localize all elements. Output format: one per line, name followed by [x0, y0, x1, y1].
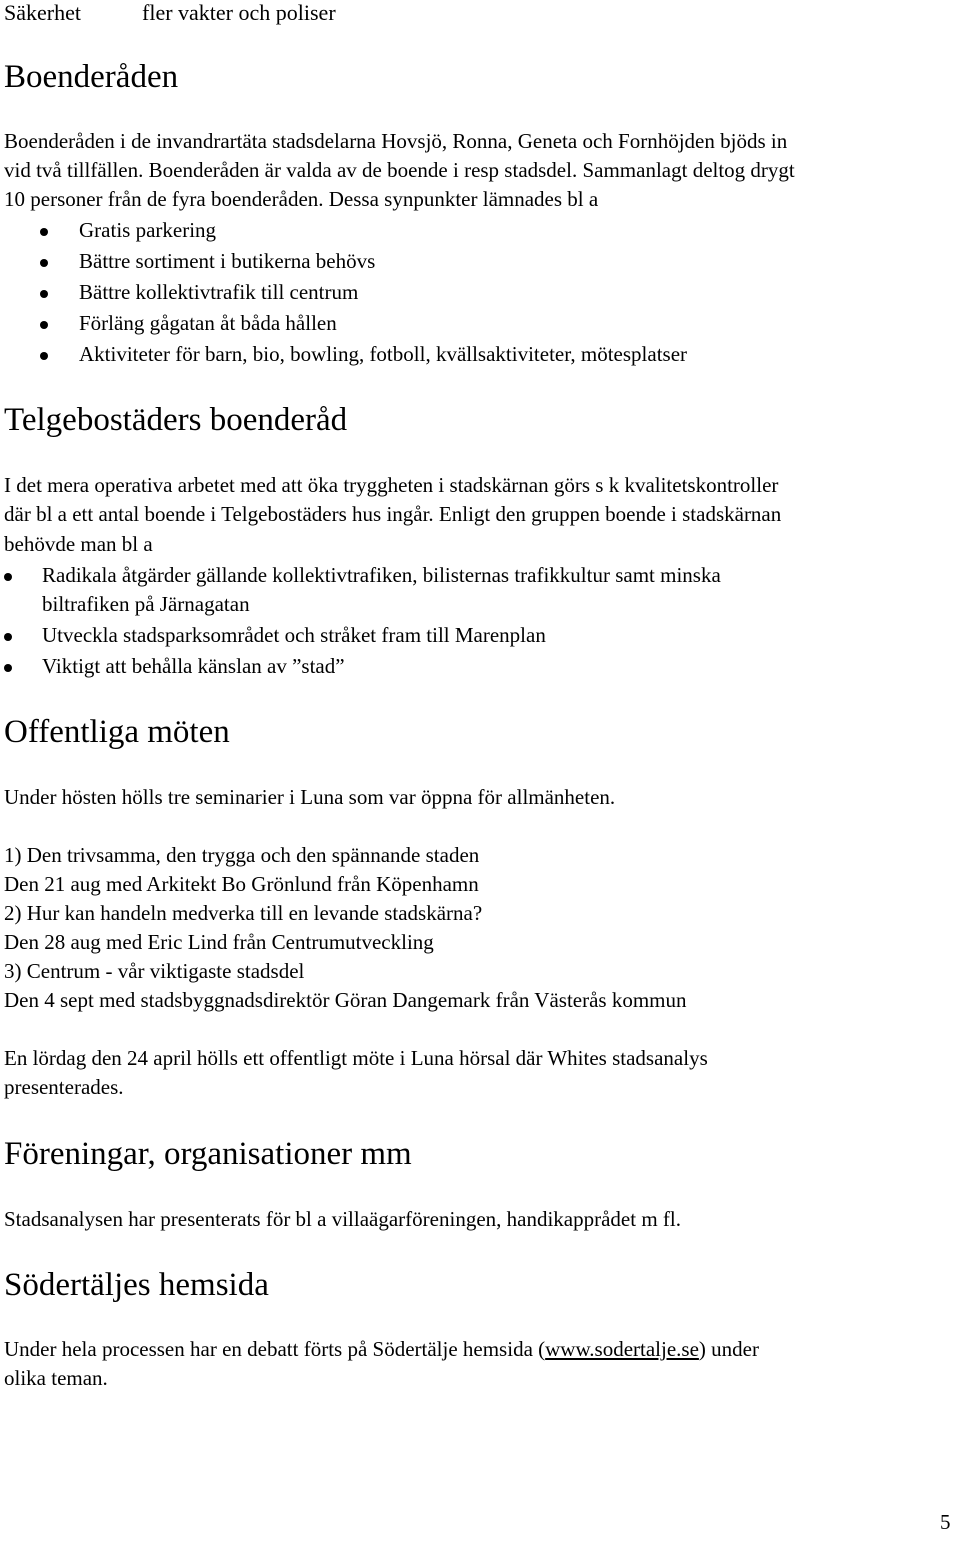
- bullet-icon: [40, 321, 48, 329]
- list-item-continuation: biltrafiken på Järnagatan: [42, 592, 250, 616]
- boenderaden-para-line-1: Boenderåden i de invandrartäta stadsdelarna Hovsjö, Ronna, Geneta och Fornhöjden bjöds in: [4, 129, 788, 153]
- list-item: Gratis parkering: [79, 218, 217, 242]
- telge-para-line-2: där bl a ett antal boende i Telgebostäders hus ingår. Enligt den gruppen boende i stadskärnan: [4, 502, 782, 526]
- sodertalje-link[interactable]: www.sodertalje.se: [545, 1337, 699, 1361]
- section-heading-foreningar: Föreningar, organisationer mm: [4, 1136, 412, 1172]
- list-item: Bättre sortiment i butikerna behövs: [79, 249, 376, 273]
- section-heading-boenderaden: Boenderåden: [4, 59, 179, 95]
- bullet-icon: [40, 352, 48, 360]
- bullet-icon: [40, 290, 48, 298]
- hemsida-text-before: Under hela processen har en debatt förts på Södertälje hemsida (: [4, 1337, 546, 1361]
- bullet-icon: [40, 228, 48, 236]
- moten-closing-line-1: En lördag den 24 april hölls ett offentligt möte i Luna hörsal där Whites stadsanalys: [4, 1046, 708, 1070]
- boenderaden-para-line-2: vid två tillfällen. Boenderåden är valda av de boende i resp stadsdel. Sammanlagt deltog drygt: [4, 158, 795, 182]
- section-heading-hemsida: Södertäljes hemsida: [4, 1267, 269, 1303]
- list-item: Förläng gågatan åt båda hållen: [79, 311, 337, 335]
- bullet-icon: [4, 573, 12, 581]
- telge-para-line-3: behövde man bl a: [4, 532, 153, 556]
- hemsida-text-after: ) under: [698, 1337, 759, 1361]
- telge-para-line-1: I det mera operativa arbetet med att öka tryggheten i stadskärnan görs s k kvalitetskontroller: [4, 473, 779, 497]
- section-heading-telgebostader: Telgebostäders boenderåd: [4, 402, 348, 438]
- list-item: Viktigt att behålla känslan av ”stad”: [42, 654, 345, 678]
- moten-closing-line-2: presenterades.: [4, 1075, 124, 1099]
- boenderaden-para-line-3: 10 personer från de fyra boenderåden. Dessa synpunkter lämnades bl a: [4, 187, 599, 211]
- hemsida-line-2: olika teman.: [4, 1366, 108, 1390]
- bullet-icon: [4, 633, 12, 641]
- header-category: Säkerhet: [4, 0, 81, 25]
- seminar-line: 3) Centrum - vår viktigaste stadsdel: [4, 959, 305, 983]
- page-number: 5: [940, 1510, 951, 1534]
- header-topic: fler vakter och poliser: [142, 0, 336, 25]
- seminar-line: Den 21 aug med Arkitekt Bo Grönlund från Köpenhamn: [4, 872, 479, 896]
- seminar-line: 2) Hur kan handeln medverka till en levande stadskärna?: [4, 901, 483, 925]
- section-heading-offentliga-moten: Offentliga möten: [4, 714, 230, 750]
- list-item: Aktiviteter för barn, bio, bowling, fotboll, kvällsaktiviteter, mötesplatser: [79, 342, 688, 366]
- seminar-line: Den 4 sept med stadsbyggnadsdirektör Göran Dangemark från Västerås kommun: [4, 988, 687, 1012]
- bullet-icon: [4, 664, 12, 672]
- bullet-icon: [40, 259, 48, 267]
- list-item: Radikala åtgärder gällande kollektivtrafiken, bilisternas trafikkultur samt minska: [42, 563, 721, 587]
- list-item: Bättre kollektivtrafik till centrum: [79, 280, 359, 304]
- seminar-line: Den 28 aug med Eric Lind från Centrumutveckling: [4, 930, 434, 954]
- hemsida-line-1: [4, 1335, 759, 1364]
- seminar-line: 1) Den trivsamma, den trygga och den spännande staden: [4, 843, 480, 867]
- moten-intro: Under hösten hölls tre seminarier i Luna som var öppna för allmänheten.: [4, 785, 616, 809]
- list-item: Utveckla stadsparksområdet och stråket fram till Marenplan: [42, 623, 546, 647]
- foreningar-text: Stadsanalysen har presenterats för bl a villaägarföreningen, handikapprådet m fl.: [4, 1207, 681, 1231]
